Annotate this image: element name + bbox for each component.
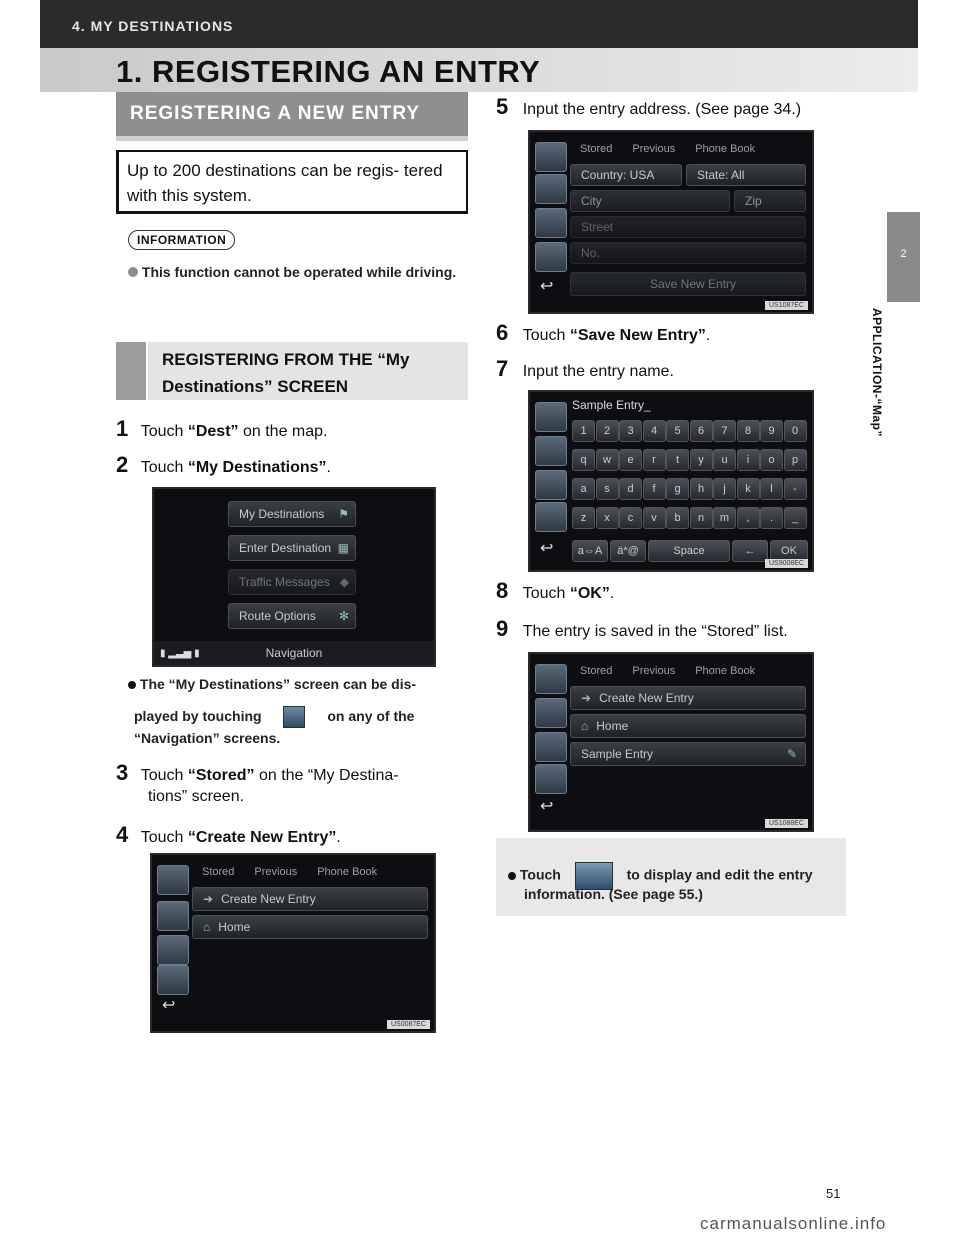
back-icon[interactable]: ↩ <box>540 798 554 815</box>
list-tabs <box>196 861 432 883</box>
menu-label: Route Options <box>239 609 316 623</box>
keyboard-key[interactable]: b <box>666 507 689 529</box>
row-label: Home <box>596 719 629 733</box>
step-number: 5 <box>496 94 509 119</box>
menu-footer <box>154 641 434 665</box>
bullet-icon <box>128 681 136 689</box>
keyboard-key[interactable]: o <box>760 449 783 471</box>
number-field[interactable] <box>570 242 806 264</box>
step-6 <box>496 320 710 346</box>
info-note-text: This function cannot be operated while driving. <box>141 264 457 280</box>
note-text: played by touching <box>134 708 262 724</box>
route-icon[interactable] <box>535 502 567 532</box>
keyboard-key[interactable]: 7 <box>713 420 736 442</box>
space-key[interactable]: Space <box>648 540 730 562</box>
ok-key[interactable]: OK <box>770 540 808 562</box>
menu-item-traffic-messages[interactable] <box>228 569 356 595</box>
tab-previous[interactable]: Previous <box>254 866 298 878</box>
note-text: on any of the <box>327 708 415 724</box>
step-text: on the “My Destina- <box>254 767 399 784</box>
tab-previous[interactable]: Previous <box>632 665 676 677</box>
step-number: 3 <box>116 760 129 785</box>
keyboard-key[interactable]: 6 <box>690 420 713 442</box>
keyboard-key[interactable]: 3 <box>619 420 642 442</box>
section-label: 4. MY DESTINATIONS <box>72 18 234 34</box>
tab-stored[interactable]: Stored <box>580 665 613 677</box>
screen-code: US1088EC <box>765 819 808 828</box>
chapter-number: 2 <box>900 248 907 260</box>
city-field[interactable] <box>570 190 730 212</box>
traffic-icon[interactable] <box>535 470 567 500</box>
keyboard-key[interactable]: u <box>713 449 736 471</box>
keyboard-key[interactable]: 1 <box>572 420 595 442</box>
screen-code: US1087EC <box>765 301 808 310</box>
step-3-cont: tions” screen. <box>148 788 245 805</box>
button-label: Save New Entry <box>649 277 737 291</box>
keyboard-key[interactable]: i <box>737 449 760 471</box>
address-tabs <box>574 138 810 160</box>
step-9 <box>496 616 788 642</box>
add-icon: ➜ <box>203 892 214 906</box>
tab-phone-book[interactable]: Phone Book <box>695 665 756 677</box>
save-new-entry-button[interactable] <box>570 272 806 296</box>
keyboard-key[interactable]: 0 <box>784 420 807 442</box>
watermark: carmanualsonline.info <box>700 1214 887 1233</box>
step-text: Input the entry name. <box>522 363 674 380</box>
destinations-icon[interactable] <box>535 402 567 432</box>
keyboard-key[interactable]: 8 <box>737 420 760 442</box>
keyboard-key[interactable]: s <box>596 478 619 500</box>
tab-stored[interactable]: Stored <box>580 143 613 155</box>
keyboard-key[interactable]: k <box>737 478 760 500</box>
keyboard-key[interactable]: f <box>643 478 666 500</box>
field-label: City <box>581 194 602 208</box>
keyboard-key[interactable]: q <box>572 449 595 471</box>
keyboard-key[interactable]: 2 <box>596 420 619 442</box>
step-2 <box>116 452 331 478</box>
country-field[interactable] <box>570 164 682 186</box>
menu-item-my-destinations[interactable] <box>228 501 356 527</box>
keyboard-key[interactable]: h <box>690 478 713 500</box>
step-text: Touch <box>522 327 570 344</box>
step-number: 2 <box>116 452 129 477</box>
menu-label: Enter Destination <box>239 541 332 555</box>
home-icon: ⌂ <box>581 719 589 733</box>
enter-destination-icon[interactable] <box>535 698 567 728</box>
map-icon: ▦ <box>337 541 349 555</box>
bullet-note-line3 <box>134 728 474 748</box>
keyboard-key[interactable]: j <box>713 478 736 500</box>
state-field[interactable] <box>686 164 806 186</box>
keyboard-key[interactable]: p <box>784 449 807 471</box>
step-text: . <box>326 459 331 476</box>
page-title: 1. REGISTERING AN ENTRY <box>116 54 541 89</box>
step-text: Touch <box>140 767 188 784</box>
step-text: Input the entry address. (See page 34.) <box>522 101 802 118</box>
back-icon[interactable]: ↩ <box>540 540 554 557</box>
step-number: 1 <box>116 416 129 441</box>
route-icon[interactable] <box>535 764 567 794</box>
menu-item-route-options[interactable] <box>228 603 356 629</box>
menu-label: Traffic Messages <box>239 575 330 589</box>
tab-phone-book[interactable]: Phone Book <box>695 143 756 155</box>
step-key: “Create New Entry” <box>187 829 337 846</box>
keyboard-key[interactable]: 5 <box>666 420 689 442</box>
enter-destination-icon[interactable] <box>535 436 567 466</box>
intro-box <box>116 150 468 214</box>
step-number: 9 <box>496 616 509 641</box>
field-label: Street <box>581 220 614 234</box>
section2-accent <box>116 342 146 400</box>
keyboard-key[interactable]: m <box>713 507 736 529</box>
bullet-note-line2 <box>134 706 474 728</box>
traffic-icon[interactable] <box>535 208 567 238</box>
step-number: 8 <box>496 578 509 603</box>
row-create-new-entry[interactable] <box>570 686 806 710</box>
traffic-icon[interactable] <box>157 935 189 965</box>
keyboard-key[interactable]: 4 <box>643 420 666 442</box>
tab-previous[interactable]: Previous <box>632 143 676 155</box>
page-number: 51 <box>826 1186 841 1201</box>
keyboard-key[interactable]: y <box>690 449 713 471</box>
keyboard-key[interactable]: n <box>690 507 713 529</box>
keyboard-key[interactable]: , <box>737 507 760 529</box>
row-label: Create New Entry <box>221 892 316 906</box>
step-key: “Stored” <box>187 767 255 784</box>
symbols-key[interactable]: ä*@ <box>610 540 646 562</box>
case-toggle-key[interactable]: a⇔A <box>572 540 608 562</box>
backspace-key[interactable]: ← <box>732 540 768 562</box>
traffic-icon: ◆ <box>339 575 349 589</box>
tab-stored[interactable]: Stored <box>202 866 235 878</box>
route-icon[interactable] <box>157 965 189 995</box>
keyboard-key[interactable]: g <box>666 478 689 500</box>
step-text: . <box>705 327 711 344</box>
keyboard-key[interactable]: z <box>572 507 595 529</box>
row-home[interactable] <box>192 915 428 939</box>
keyboard-key[interactable]: c <box>619 507 642 529</box>
entry-name-input[interactable]: Sample Entry_ <box>572 398 651 412</box>
stored-result-screen <box>528 652 814 832</box>
chapter-vertical-label: APPLICATION-“Map” <box>870 308 884 437</box>
step-4 <box>116 822 341 848</box>
back-icon[interactable]: ↩ <box>540 278 554 295</box>
keyboard-key[interactable]: w <box>596 449 619 471</box>
enter-destination-icon[interactable] <box>535 174 567 204</box>
stored-tabs <box>574 660 810 682</box>
tab-phone-book[interactable]: Phone Book <box>317 866 378 878</box>
signal-icon: ▮ ▂▃▅ ▮ <box>160 647 200 659</box>
destinations-icon[interactable] <box>535 664 567 694</box>
step-number: 6 <box>496 320 509 345</box>
row-label: Create New Entry <box>599 691 694 705</box>
menu-label: My Destinations <box>239 507 325 521</box>
footer-label: Navigation <box>265 646 323 660</box>
field-label: Country: USA <box>581 168 655 182</box>
keyboard-key[interactable]: l <box>760 478 783 500</box>
step-key: “Save New Entry” <box>569 327 706 344</box>
step-text: The entry is saved in the “Stored” list. <box>522 623 788 640</box>
step-key: “Dest” <box>187 423 239 440</box>
home-icon: ⌂ <box>203 920 211 934</box>
information-badge: INFORMATION <box>128 230 235 250</box>
keyboard-key[interactable]: v <box>643 507 666 529</box>
info-note <box>128 262 468 282</box>
chapter-tab <box>887 212 920 302</box>
step-text: Touch <box>140 423 188 440</box>
my-destinations-icon <box>283 706 305 728</box>
step-number: 4 <box>116 822 129 847</box>
row-label: Sample Entry <box>581 747 654 761</box>
bullet-icon <box>508 872 516 880</box>
step-text: . <box>609 585 615 602</box>
zip-field[interactable] <box>734 190 806 212</box>
field-label: No. <box>581 246 600 260</box>
section-heading-new-entry: REGISTERING A NEW ENTRY <box>116 92 468 136</box>
section-heading-shadow <box>116 136 468 141</box>
field-label: Zip <box>745 194 762 208</box>
section-heading-my-destinations: REGISTERING FROM THE “My Destinations” SCREEN <box>148 342 468 400</box>
gear-icon: ✻ <box>338 609 349 623</box>
step-key: “My Destinations” <box>187 459 327 476</box>
step-text: on the map. <box>238 423 328 440</box>
keyboard-key[interactable]: a <box>572 478 595 500</box>
bullet-note <box>128 674 468 694</box>
keyboard-key[interactable]: _ <box>784 507 807 529</box>
note-text: The “My Destinations” screen can be dis- <box>139 676 417 692</box>
traffic-icon[interactable] <box>535 732 567 762</box>
step-text: Touch <box>522 585 570 602</box>
step-text: Touch <box>140 459 188 476</box>
keyboard-key[interactable]: d <box>619 478 642 500</box>
step-5 <box>496 94 801 120</box>
menu-item-enter-destination[interactable] <box>228 535 356 561</box>
step-3 <box>116 760 399 786</box>
back-icon[interactable]: ↩ <box>162 997 176 1014</box>
menu-screen <box>152 487 436 667</box>
row-label: Home <box>218 920 251 934</box>
destinations-icon[interactable] <box>157 865 189 895</box>
keyboard-key[interactable]: . <box>760 507 783 529</box>
bullet-icon <box>128 267 138 277</box>
field-label: State: All <box>697 168 745 182</box>
stored-list-screen <box>150 853 436 1033</box>
flag-icon: ⚑ <box>338 507 349 521</box>
enter-destination-icon[interactable] <box>157 901 189 931</box>
step-key: “OK” <box>569 585 610 602</box>
address-screen <box>528 130 814 314</box>
step-text: . <box>336 829 341 846</box>
keyboard-key[interactable]: 9 <box>760 420 783 442</box>
keyboard-key[interactable]: t <box>666 449 689 471</box>
row-home[interactable] <box>570 714 806 738</box>
street-field[interactable] <box>570 216 806 238</box>
step-1 <box>116 416 327 442</box>
keyboard-key[interactable]: - <box>784 478 807 500</box>
chapter-vertical-label-wrap <box>870 308 902 488</box>
destinations-icon[interactable] <box>535 142 567 172</box>
screen-code: US9008EC <box>765 559 808 568</box>
edit-icon[interactable]: ✎ <box>786 747 797 761</box>
keyboard-screen <box>528 390 814 572</box>
step-7 <box>496 356 674 382</box>
screen-code: US0087EC <box>387 1020 430 1029</box>
step-number: 7 <box>496 356 509 381</box>
step-text: Touch <box>140 829 188 846</box>
add-icon: ➜ <box>581 691 592 705</box>
keyboard-key[interactable]: r <box>643 449 666 471</box>
note-text: “Navigation” screens. <box>134 730 281 746</box>
note-text: to display and edit the entry <box>626 866 813 883</box>
note-text: Touch <box>519 866 561 883</box>
keyboard-key[interactable]: x <box>596 507 619 529</box>
route-icon[interactable] <box>535 242 567 272</box>
keyboard-key[interactable]: e <box>619 449 642 471</box>
edit-note-line2: information. (See page 55.) <box>524 886 703 902</box>
step-8 <box>496 578 614 604</box>
intro-text: Up to 200 destinations can be regis- tered with this system. <box>127 161 443 205</box>
row-create-new-entry[interactable] <box>192 887 428 911</box>
row-sample-entry[interactable] <box>570 742 806 766</box>
